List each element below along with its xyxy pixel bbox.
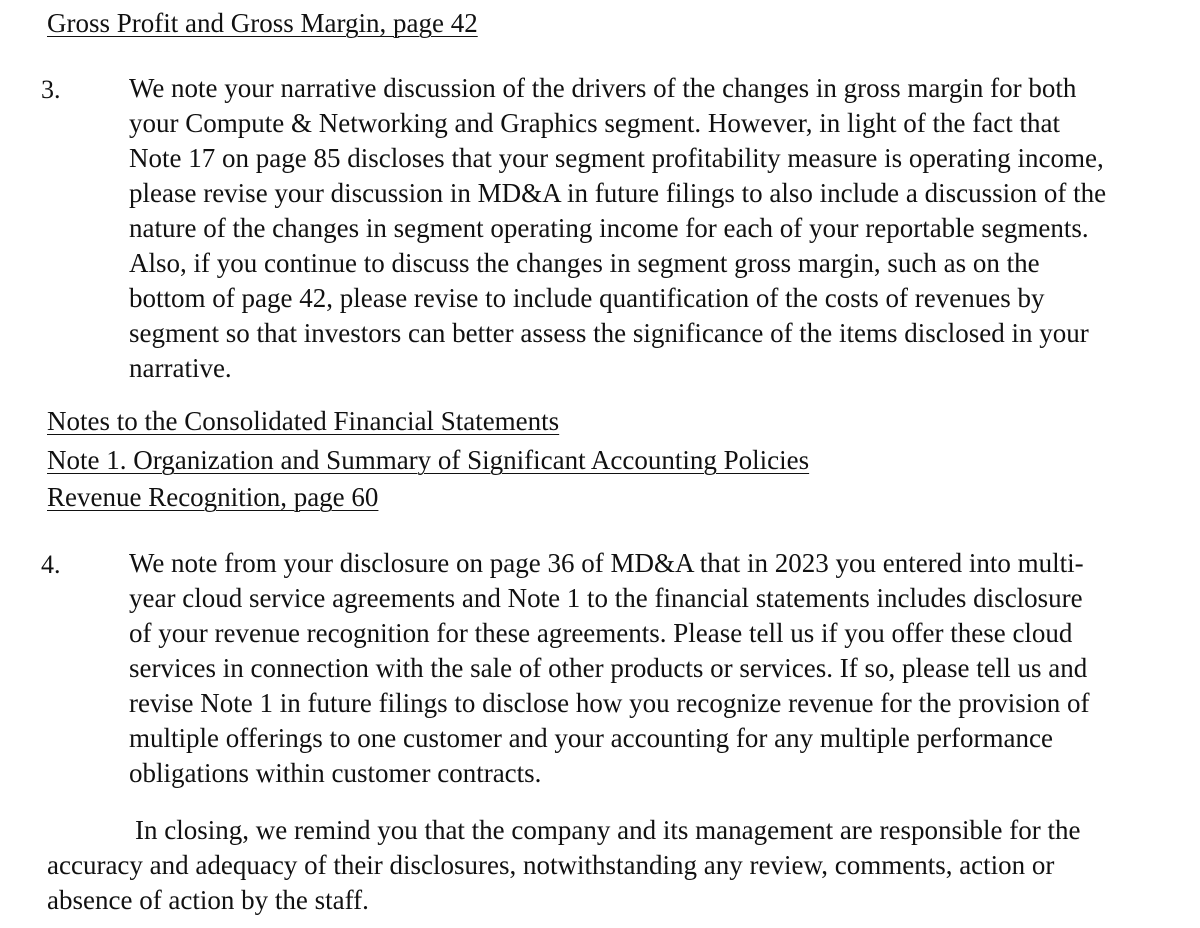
comment-3-line: We note your narrative discussion of the drivers of the changes in gross margin for both <box>129 73 1077 103</box>
closing-line: In closing, we remind you that the company and its management are responsible for the <box>135 815 1081 845</box>
section-heading-revenue-recognition: Revenue Recognition, page 60 <box>47 482 379 512</box>
comment-4-line: of your revenue recognition for these agreements. Please tell us if you offer these cloud <box>129 618 1073 648</box>
comment-number-4: 4. <box>41 550 61 579</box>
comment-3-line: bottom of page 42, please revise to include quantification of the costs of revenues by <box>129 283 1045 313</box>
section-heading-notes: Notes to the Consolidated Financial Statements <box>47 406 560 436</box>
closing-line: absence of action by the staff. <box>47 885 369 915</box>
comment-3-line: Also, if you continue to discuss the changes in segment gross margin, such as on the <box>129 248 1040 278</box>
comment-3-line: segment so that investors can better assess the significance of the items disclosed in your <box>129 318 1089 348</box>
comment-3-line: Note 17 on page 85 discloses that your segment profitability measure is operating income, <box>129 143 1104 173</box>
comment-4-line: obligations within customer contracts. <box>129 758 542 788</box>
comment-4-line: We note from your disclosure on page 36 of MD&A that in 2023 you entered into multi- <box>129 548 1084 578</box>
section-heading-gross-profit: Gross Profit and Gross Margin, page 42 <box>47 8 478 38</box>
comment-3-line: your Compute & Networking and Graphics segment. However, in light of the fact that <box>129 108 1060 138</box>
comment-4-line: services in connection with the sale of other products or services. If so, please tell us and <box>129 653 1088 683</box>
closing-line: accuracy and adequacy of their disclosures, notwithstanding any review, comments, action or <box>47 850 1055 880</box>
section-heading-note-1: Note 1. Organization and Summary of Significant Accounting Policies <box>47 445 810 475</box>
comment-4-line: multiple offerings to one customer and your accounting for any multiple performance <box>129 723 1053 753</box>
comment-3-line: nature of the changes in segment operating income for each of your reportable segments. <box>129 213 1089 243</box>
comment-3-line: narrative. <box>129 353 232 383</box>
comment-number-3: 3. <box>41 75 61 104</box>
comment-3-line: please revise your discussion in MD&A in future filings to also include a discussion of the <box>129 178 1107 208</box>
comment-4-line: revise Note 1 in future filings to disclose how you recognize revenue for the provision of <box>129 688 1090 718</box>
comment-4-line: year cloud service agreements and Note 1 to the financial statements includes disclosure <box>129 583 1083 613</box>
